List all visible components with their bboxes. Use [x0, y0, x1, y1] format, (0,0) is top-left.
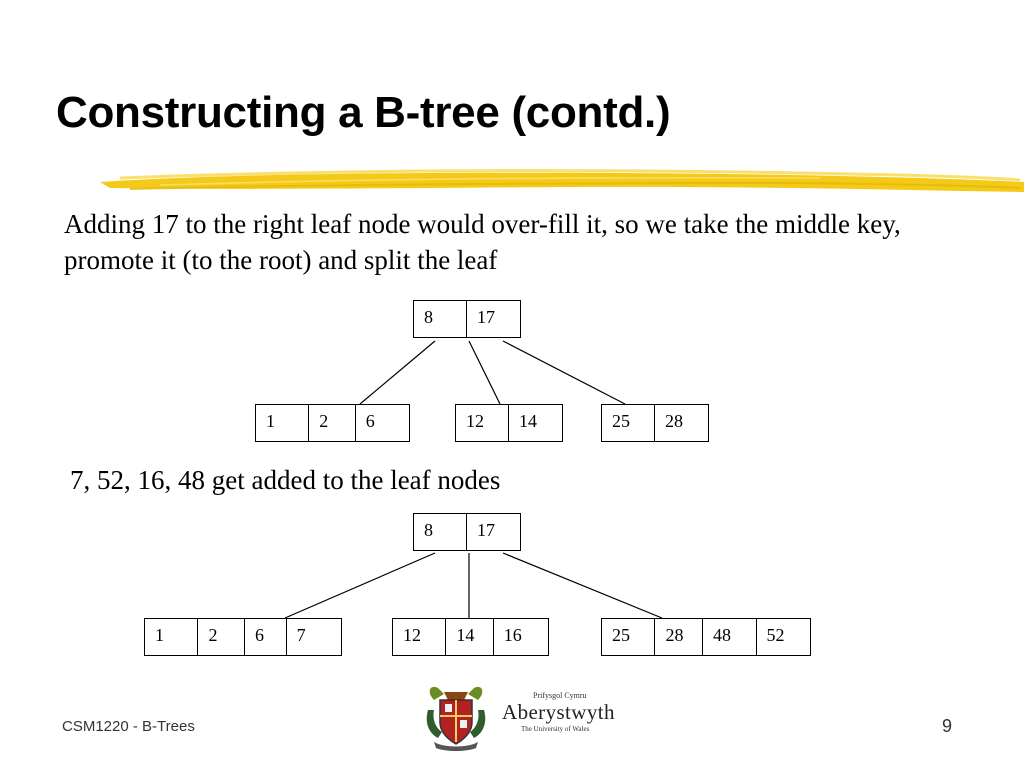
node-key: 2 [309, 405, 355, 441]
node-key: 8 [414, 301, 467, 337]
tree2-edge-left [285, 553, 435, 618]
logo-welsh-name: Prifysgol Cymru [533, 691, 587, 700]
node-key: 48 [703, 619, 756, 655]
tree1-leaf-left [255, 404, 410, 442]
university-logo [420, 680, 620, 752]
logo-name: Aberystwyth [502, 700, 615, 724]
tree2-leaf-middle [392, 618, 549, 656]
node-key: 1 [256, 405, 309, 441]
node-key: 52 [766, 625, 785, 645]
tree1-edge-left [360, 341, 435, 404]
node-key: 6 [365, 411, 375, 431]
node-key: 14 [519, 411, 538, 431]
node-key: 16 [503, 625, 522, 645]
node-key: 28 [655, 619, 703, 655]
tree1-edge-right [503, 341, 625, 404]
tree1-root-node [413, 300, 521, 338]
node-key: 6 [245, 619, 287, 655]
node-key: 1 [145, 619, 198, 655]
logo-subtitle: The University of Wales [521, 725, 590, 733]
node-key: 17 [477, 307, 496, 327]
leaf-additions-text: 7, 52, 16, 48 get added to the leaf nodes [70, 465, 501, 495]
tree1-leaf-right [601, 404, 709, 442]
tree2-root-node [413, 513, 521, 551]
explanation-text: Adding 17 to the right leaf node would over-fill it, so we take the middle key, promote it (to the root) and split the leaf [64, 209, 901, 275]
node-key: 28 [665, 411, 684, 431]
tree1-leaf-middle [455, 404, 563, 442]
node-key: 2 [198, 619, 245, 655]
tree2-leaf-right [601, 618, 811, 656]
node-key: 12 [456, 405, 509, 441]
tree2-leaf-left [144, 618, 342, 656]
footer-course-label: CSM1220 - B-Trees [62, 718, 195, 735]
node-key: 17 [477, 520, 496, 540]
node-key: 7 [296, 625, 306, 645]
crest-icon [420, 680, 492, 752]
page-number: 9 [942, 716, 953, 736]
tree2-edge-right [503, 553, 662, 618]
node-key: 12 [393, 619, 446, 655]
node-key: 25 [602, 405, 655, 441]
tree1-edge-middle [469, 341, 500, 404]
node-key: 8 [414, 514, 467, 550]
node-key: 25 [602, 619, 655, 655]
node-key: 14 [446, 619, 493, 655]
slide-title: Constructing a B-tree (contd.) [56, 88, 671, 137]
